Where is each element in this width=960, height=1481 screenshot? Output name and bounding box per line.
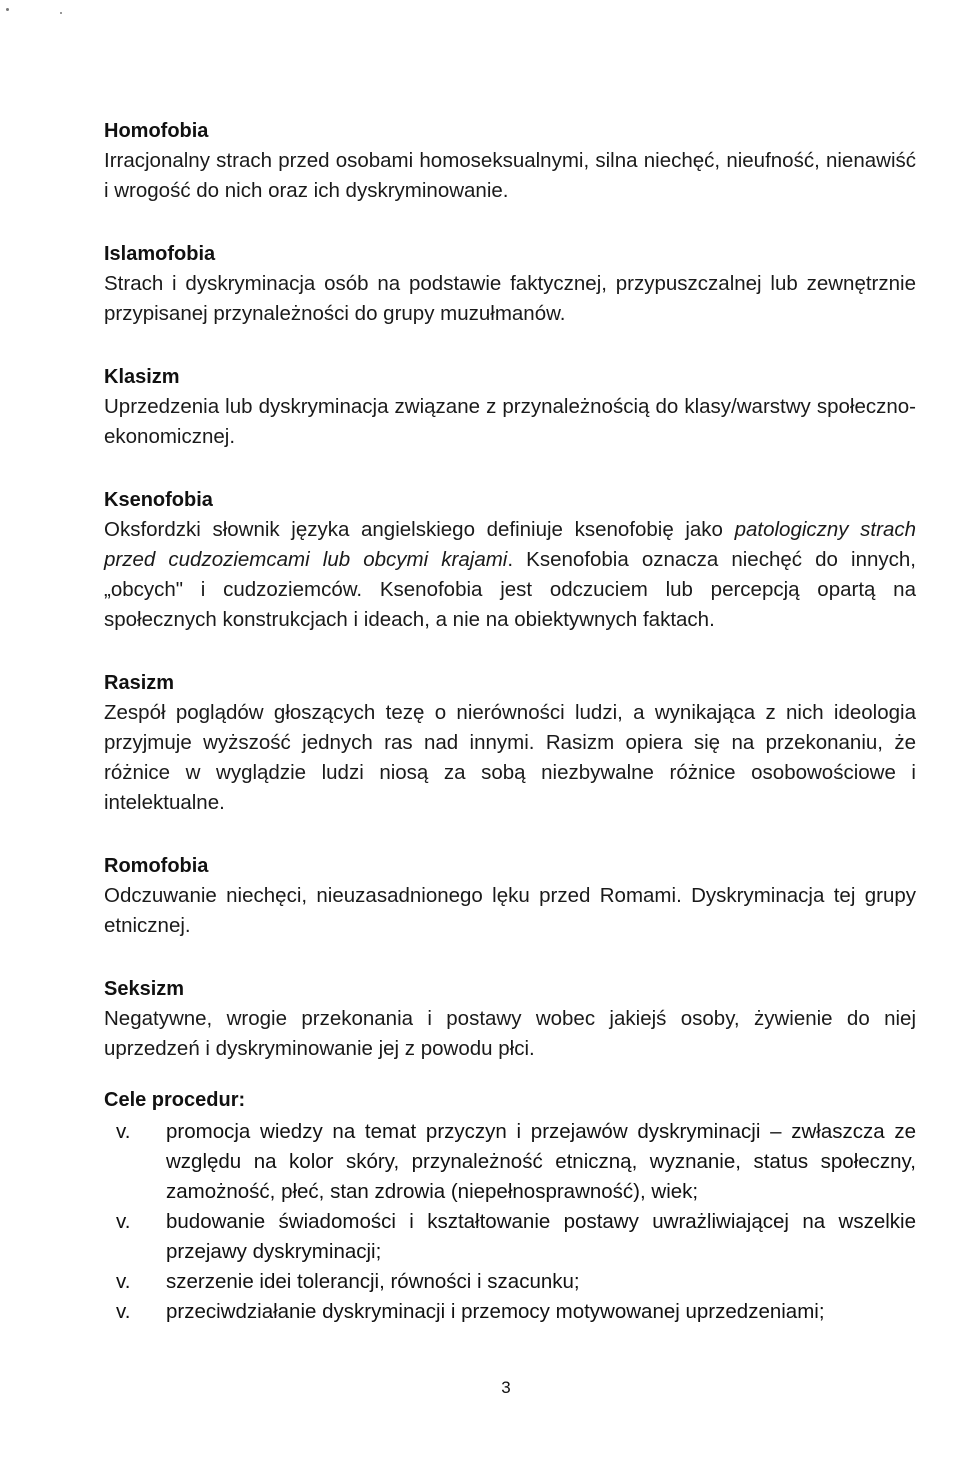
entry-definition: Irracjonalny strach przed osobami homoseksualnymi, silna niechęć, nieufność, nienawiść i wrogość do nich oraz ich dyskryminowanie. — [104, 149, 916, 202]
goal-item — [104, 1297, 916, 1327]
glossary-entry-klasizm — [104, 362, 916, 452]
goal-text: promocja wiedzy na temat przyczyn i przejawów dyskryminacji – zwłaszcza ze względu na kolor skóry, przynależność etniczną, wyznanie, status społeczny, zamożność, płeć, stan zdrowia (niepełnosprawność), wiek; — [166, 1120, 916, 1203]
glossary-entry-homofobia — [104, 116, 916, 206]
scan-speck — [6, 8, 9, 11]
entry-definition: Uprzedzenia lub dyskryminacja związane z przynależnością do klasy/warstwy społeczno-ekonomicznej. — [104, 395, 916, 448]
goal-item — [104, 1267, 916, 1297]
entry-definition: Zespół poglądów głoszących tezę o nierówności ludzi, a wynikająca z nich ideologia przyjmuje wyższość jednych ras nad innymi. Rasizm opiera się na przekonaniu, że różnice w wyglądzie ludzi niosą za sobą niezbywalne różnice osobowościowe i intelektualne. — [104, 701, 916, 814]
goal-item — [104, 1117, 916, 1207]
list-marker: v. — [116, 1210, 131, 1233]
entry-term: Islamofobia — [104, 243, 216, 265]
entry-term: Ksenofobia — [104, 489, 213, 511]
definition-text: Oksfordzki słownik języka angielskiego definiuje ksenofobię jako — [104, 518, 735, 541]
goal-text: przeciwdziałanie dyskryminacji i przemocy motywowanej uprzedzeniami; — [166, 1300, 825, 1323]
entry-term: Seksizm — [104, 978, 185, 1000]
goal-text: szerzenie idei tolerancji, równości i szacunku; — [166, 1270, 580, 1293]
scan-speck — [60, 12, 62, 14]
goals-section — [104, 1085, 916, 1327]
definition-text: . Ksenofobia oznacza niechęć do innych, „obcych" i cudzoziemców. Ksenofobia jest odczuciem lub percepcją opartą na społecznych konstrukcjach i ideach, a nie na obiektywnych faktach. — [104, 548, 916, 631]
list-marker: v. — [116, 1270, 131, 1293]
goal-item — [104, 1207, 916, 1267]
entry-definition: Strach i dyskryminacja osób na podstawie faktycznej, przypuszczalnej lub zewnętrznie przypisanej przynależności do grupy muzułmanów. — [104, 272, 916, 325]
entry-definition: Odczuwanie niechęci, nieuzasadnionego lęku przed Romami. Dyskryminacja tej grupy etnicznej. — [104, 884, 916, 937]
glossary-entry-islamofobia — [104, 239, 916, 329]
entry-definition: Negatywne, wrogie przekonania i postawy wobec jakiejś osoby, żywienie do niej uprzedzeń i dyskryminowanie jej z powodu płci. — [104, 1007, 916, 1060]
entry-term: Romofobia — [104, 855, 209, 877]
definition-italic-quote: patologiczny strach przed cudzoziemcami lub obcymi krajami — [104, 518, 916, 571]
glossary — [104, 116, 916, 1097]
entry-term: Rasizm — [104, 672, 175, 694]
page-number: 3 — [501, 1378, 511, 1397]
entry-term: Klasizm — [104, 366, 180, 388]
goals-heading: Cele procedur: — [104, 1089, 246, 1111]
glossary-entry-ksenofobia — [104, 485, 916, 635]
list-marker: v. — [116, 1300, 131, 1323]
glossary-entry-rasizm — [104, 668, 916, 818]
glossary-entry-seksizm — [104, 974, 916, 1064]
goals-list — [104, 1117, 916, 1327]
entry-definition — [104, 515, 916, 635]
glossary-entry-romofobia — [104, 851, 916, 941]
list-marker: v. — [116, 1120, 131, 1143]
entry-term: Homofobia — [104, 120, 209, 142]
goal-text: budowanie świadomości i kształtowanie postawy uwrażliwiającej na wszelkie przejawy dyskryminacji; — [166, 1210, 916, 1263]
